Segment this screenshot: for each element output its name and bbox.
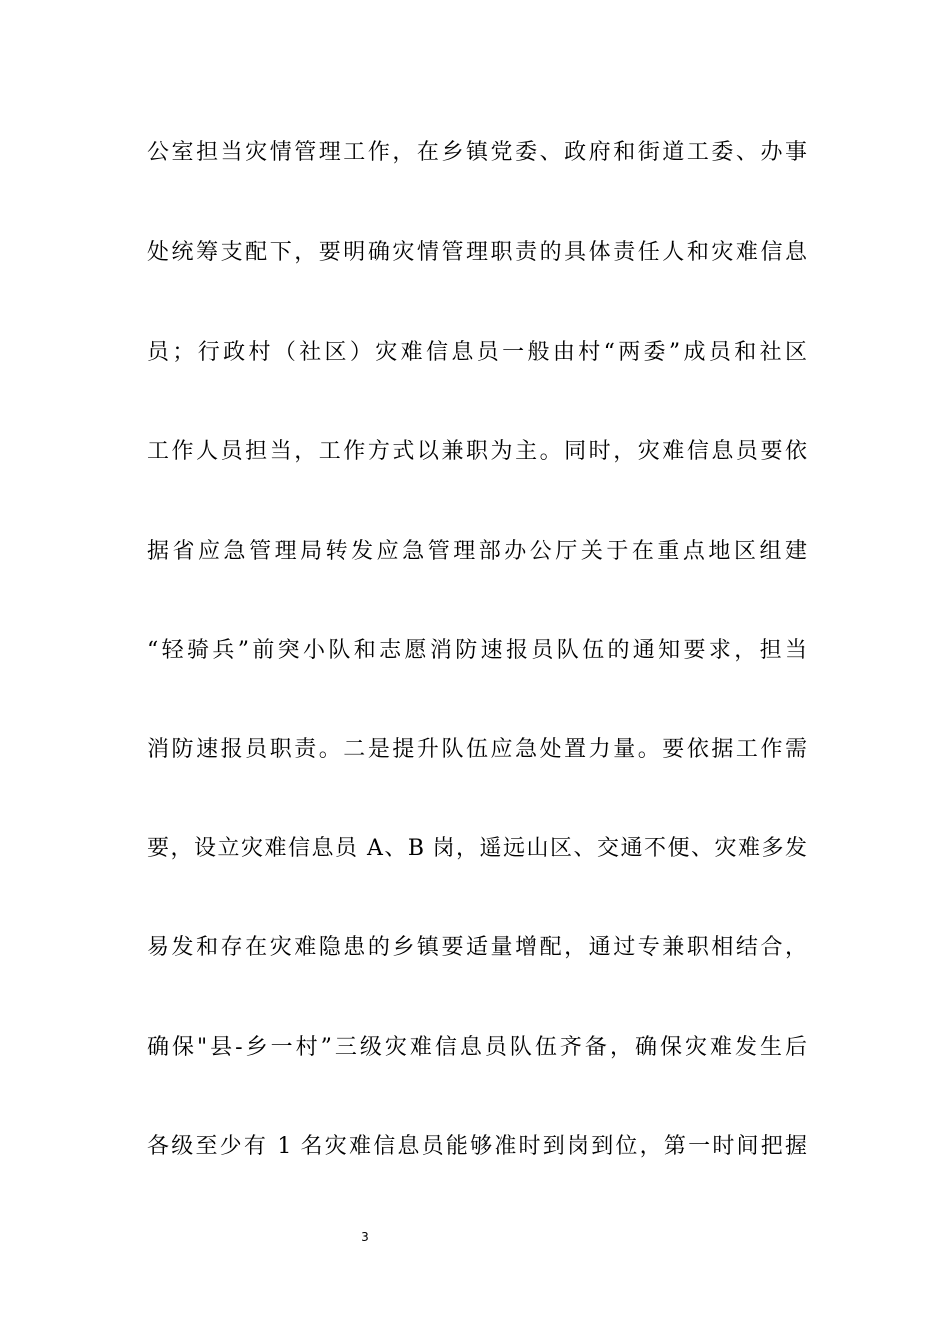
- body-text-line: 要，设立灾难信息员 A、B 岗，遥远山区、交通不便、灾难多发: [147, 836, 807, 861]
- body-text-line: 工作人员担当，工作方式以兼职为主。同时，灾难信息员要依: [147, 439, 807, 464]
- body-text-line: “轻骑兵”前突小队和志愿消防速报员队伍的通知要求，担当: [147, 638, 807, 663]
- body-text-line: 员；行政村（社区）灾难信息员一般由村“两委”成员和社区: [147, 340, 807, 365]
- body-text-line: 据省应急管理局转发应急管理部办公厅关于在重点地区组建: [147, 539, 807, 564]
- page-number: 3: [361, 1230, 369, 1244]
- body-text-line: 确保"县-乡一村”三级灾难信息员队伍齐备，确保灾难发生后: [147, 1035, 807, 1060]
- body-text-line: 消防速报员职责。二是提升队伍应急处置力量。要依据工作需: [147, 737, 807, 762]
- body-text-line: 各级至少有 1 名灾难信息员能够准时到岗到位，第一时间把握: [147, 1134, 807, 1159]
- body-text-line: 易发和存在灾难隐患的乡镇要适量增配，通过专兼职相结合，: [147, 935, 807, 960]
- body-text-line: 公室担当灾情管理工作，在乡镇党委、政府和街道工委、办事: [147, 140, 807, 165]
- body-text-line: 处统筹支配下，要明确灾情管理职责的具体责任人和灾难信息: [147, 240, 807, 265]
